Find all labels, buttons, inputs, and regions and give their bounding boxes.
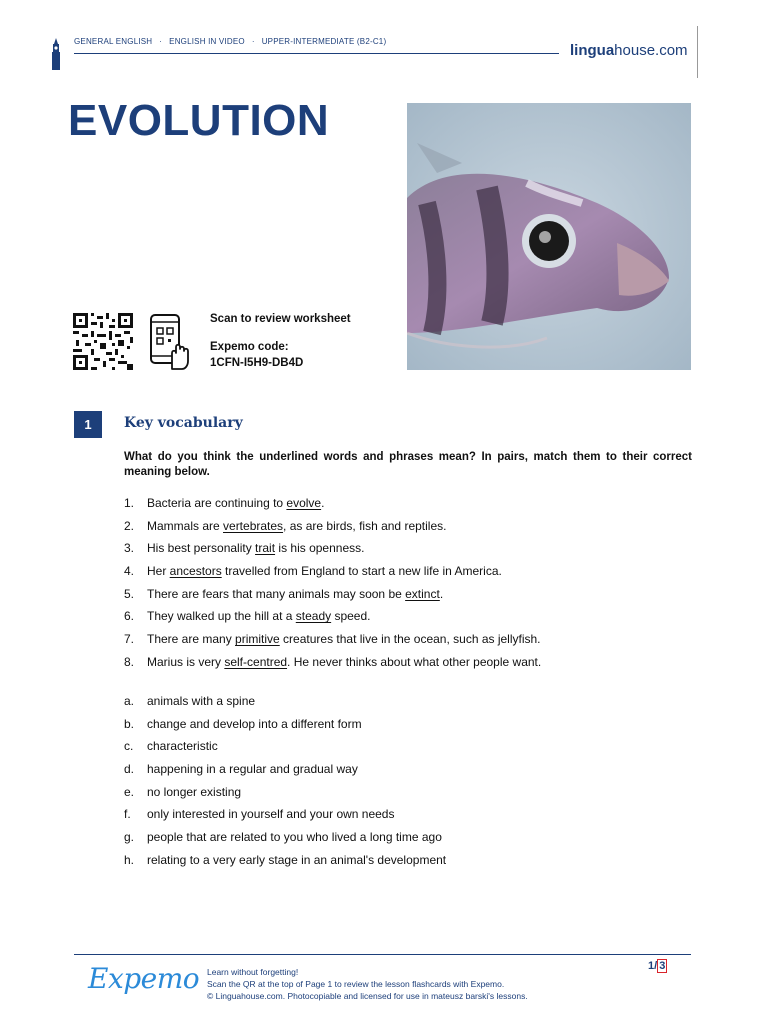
list-item: a. animals with a spine [124,694,256,708]
list-item: 3. His best personality trait is his openness. [124,541,365,556]
list-item: 7. There are many primitive creatures that live in the ocean, such as jellyfish. [124,632,541,647]
header-divider [74,53,559,54]
current-page: 1 [648,960,655,972]
list-item: e. no longer existing [124,784,242,799]
expemo-code: 1CFN-I5H9-DB4D [210,357,304,369]
list-item: d. happening in a regular and gradual way [124,762,358,777]
list-item: 8. Marius is very self-centred. He never thinks about what other people want. [124,654,542,669]
target-word: trait [255,541,276,556]
target-word: evolve [286,496,322,510]
list-item: g. people that are related to you who lived a long time ago [124,830,442,845]
section-title: Key vocabulary [124,415,243,431]
list-item: 4. Her ancestors travelled from England to start a new life in America. [124,564,502,579]
target-word: extinct [405,586,440,601]
total-pages-link[interactable]: 3 [659,960,666,972]
qr-code-icon[interactable] [73,313,133,370]
target-word: vertebrates [223,518,284,533]
page-title: EVOLUTION [68,96,330,145]
header-vertical-divider [697,26,698,78]
list-item: 5. There are fears that many animals may soon be extinct. [124,586,444,601]
list-item: f. only interested in yourself and your own needs [124,807,395,822]
breadcrumb: GENERAL ENGLISH · ENGLISH IN VIDEO · UPPER-INTERMEDIATE (B2-C1) [74,37,387,46]
fish-photo [407,103,691,370]
definition-list [124,690,694,872]
list-item: c. characteristic [124,739,218,754]
scan-info [210,313,351,385]
list-item: 6. They walked up the hill at a steady speed. [124,609,371,624]
tower-icon [50,38,62,70]
scan-instruction: Scan to review worksheet [210,313,351,325]
section-number: 1 [74,411,102,438]
breadcrumb-level-3[interactable]: UPPER-INTERMEDIATE (B2-C1) [261,37,387,46]
breadcrumb-level-2[interactable]: ENGLISH IN VIDEO [169,37,245,46]
list-item: h. relating to a very early stage in an animal's development [124,852,447,867]
sentence-list [124,492,694,674]
list-item: 2. Mammals are vertebrates, as are birds, fish and reptiles. [124,518,447,533]
target-word: primitive [235,632,280,647]
list-item: b. change and develop into a different form [124,716,362,731]
footer-notice: Learn without forgetting! Scan the QR at the top of Page 1 to review the lesson flashcards with Expemo. © Linguahouse.com. Photocopiable and licensed for use in mateusz barski's lessons. [207,967,528,1001]
target-word: steady [295,609,332,624]
expemo-code-label: Expemo code: [210,341,289,353]
breadcrumb-level-1[interactable]: GENERAL ENGLISH [74,37,153,46]
target-word: ancestors [169,564,222,579]
target-word: self-centred [224,654,288,669]
exercise-instruction: What do you think the underlined words and phrases mean? In pairs, match them to their correct meaning below. [124,451,692,478]
footer-divider [74,954,691,955]
expemo-logo[interactable]: Expemo [88,962,200,995]
page-number: 1/ 3 [648,960,666,972]
brand-logo[interactable]: linguahouse.com [570,42,688,59]
phone-scan-icon [148,313,192,371]
list-item: 1. Bacteria are continuing to evolve. [124,496,325,510]
